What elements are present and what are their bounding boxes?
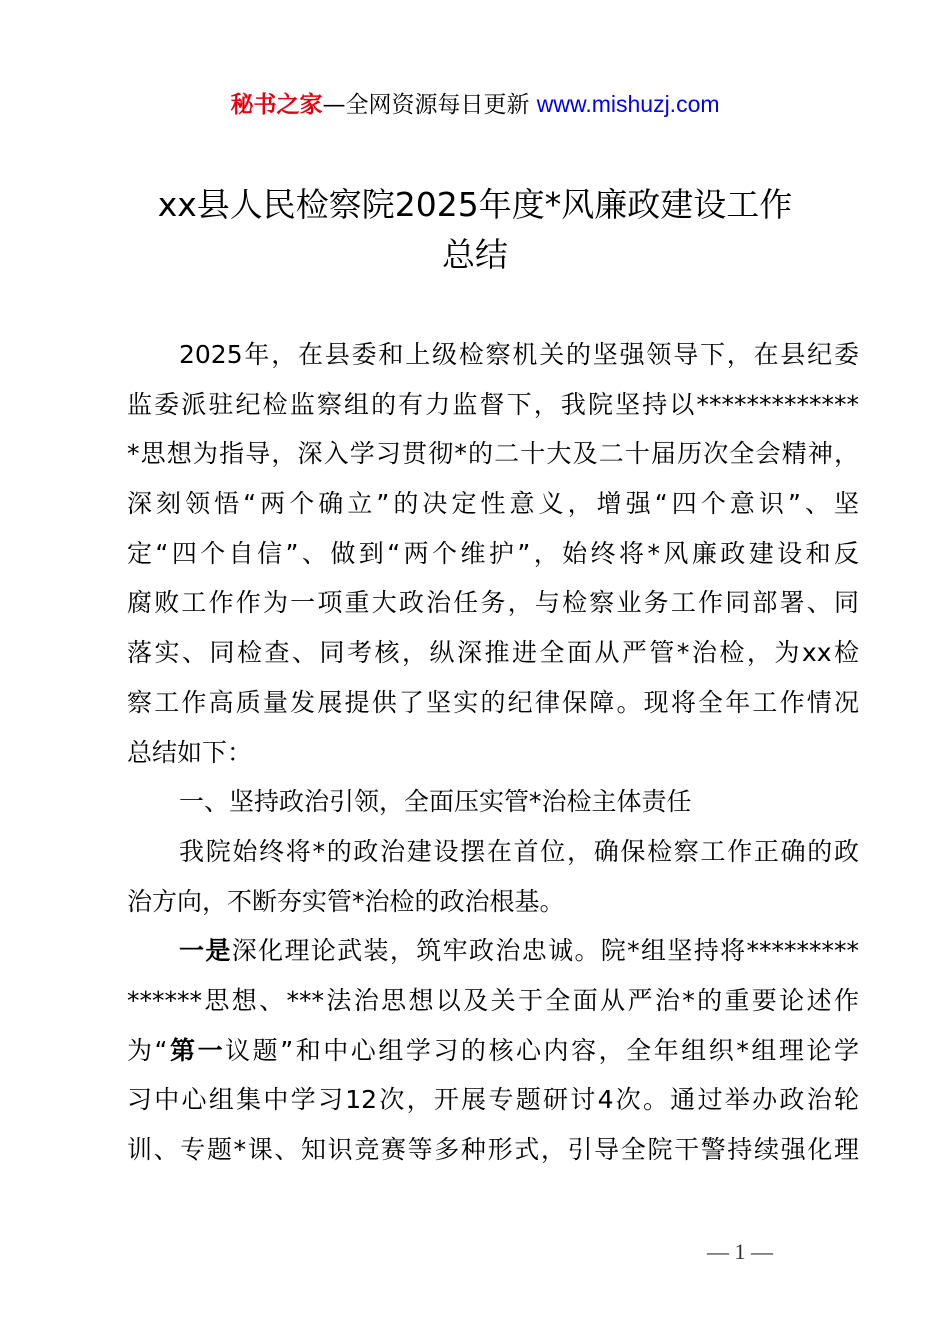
section-heading-1: 一、坚持政治引领，全面压实管*治检主体责任: [179, 787, 692, 817]
paragraph-3-line-4: 习中心组集中学习12次，开展专题研讨4次。通过举办政治轮: [127, 1085, 859, 1115]
paragraph-3-text: 议题”和中心组学习的核心内容，全年组织*组理论学: [225, 1035, 859, 1065]
paragraph-1-line: 察工作高质量发展提供了坚实的纪律保障。现将全年工作情况: [127, 687, 859, 717]
paragraph-1-line: 落实、同检查、同考核，纵深推进全面从严管*治检，为xx检: [127, 638, 859, 668]
title-line-2: 总结: [442, 234, 508, 274]
document-title: [0, 180, 950, 279]
paragraph-3-text: 深化理论武装，筑牢政治忠诚。院*组坚持将*********: [231, 936, 859, 966]
site-url-link[interactable]: www.mishuzj.com: [536, 91, 720, 117]
paragraph-1-line: *思想为指导，深入学习贯彻*的二十大及二十届历次全会精神，: [127, 439, 859, 469]
paragraph-1-line: 2025年，在县委和上级检察机关的坚强领导下，在县纪委: [179, 340, 859, 369]
paragraph-3-line-2: ******思想、***法治思想以及关于全面从严治*的重要论述作: [127, 985, 859, 1015]
site-slogan: —全网资源每日更新: [322, 92, 530, 118]
paragraph-1-line: 腐败工作作为一项重大政治任务，与检察业务工作同部署、同: [127, 588, 859, 618]
site-brand: 秘书之家: [230, 92, 323, 118]
paragraph-1-line: 总结如下：: [127, 737, 253, 767]
title-line-1: xx县人民检察院2025年度*风廉政建设工作: [157, 185, 793, 224]
paragraph-3-line-5: 训、专题*课、知识竞赛等多种形式，引导全院干警持续强化理: [127, 1135, 859, 1164]
paragraph-1-line: 深刻领悟“两个确立”的决定性意义，增强“四个意识”、坚: [127, 489, 859, 519]
paragraph-2-line: 我院始终将*的政治建设摆在首位，确保检察工作正确的政: [179, 836, 859, 866]
paragraph-3-lead: 一是: [179, 936, 232, 966]
paragraph-2-line: 治方向，不断夯实管*治检的政治根基。: [127, 886, 565, 916]
site-header: [0, 88, 950, 121]
paragraph-3-line-3: [127, 1026, 859, 1076]
paragraph-1-line: 定“四个自信”、做到“两个维护”，始终将*风廉政建设和反: [127, 538, 859, 568]
paragraph-3-line-1: [127, 926, 859, 976]
document-body: [127, 330, 859, 1175]
page-number: — 1 —: [707, 1239, 773, 1264]
paragraph-1-line: 监委派驻纪检监察组的有力监督下，我院坚持以*************: [127, 389, 859, 419]
paragraph-3-bold-term: 第一: [167, 1035, 226, 1065]
paragraph-3-text: 为“: [127, 1035, 168, 1065]
